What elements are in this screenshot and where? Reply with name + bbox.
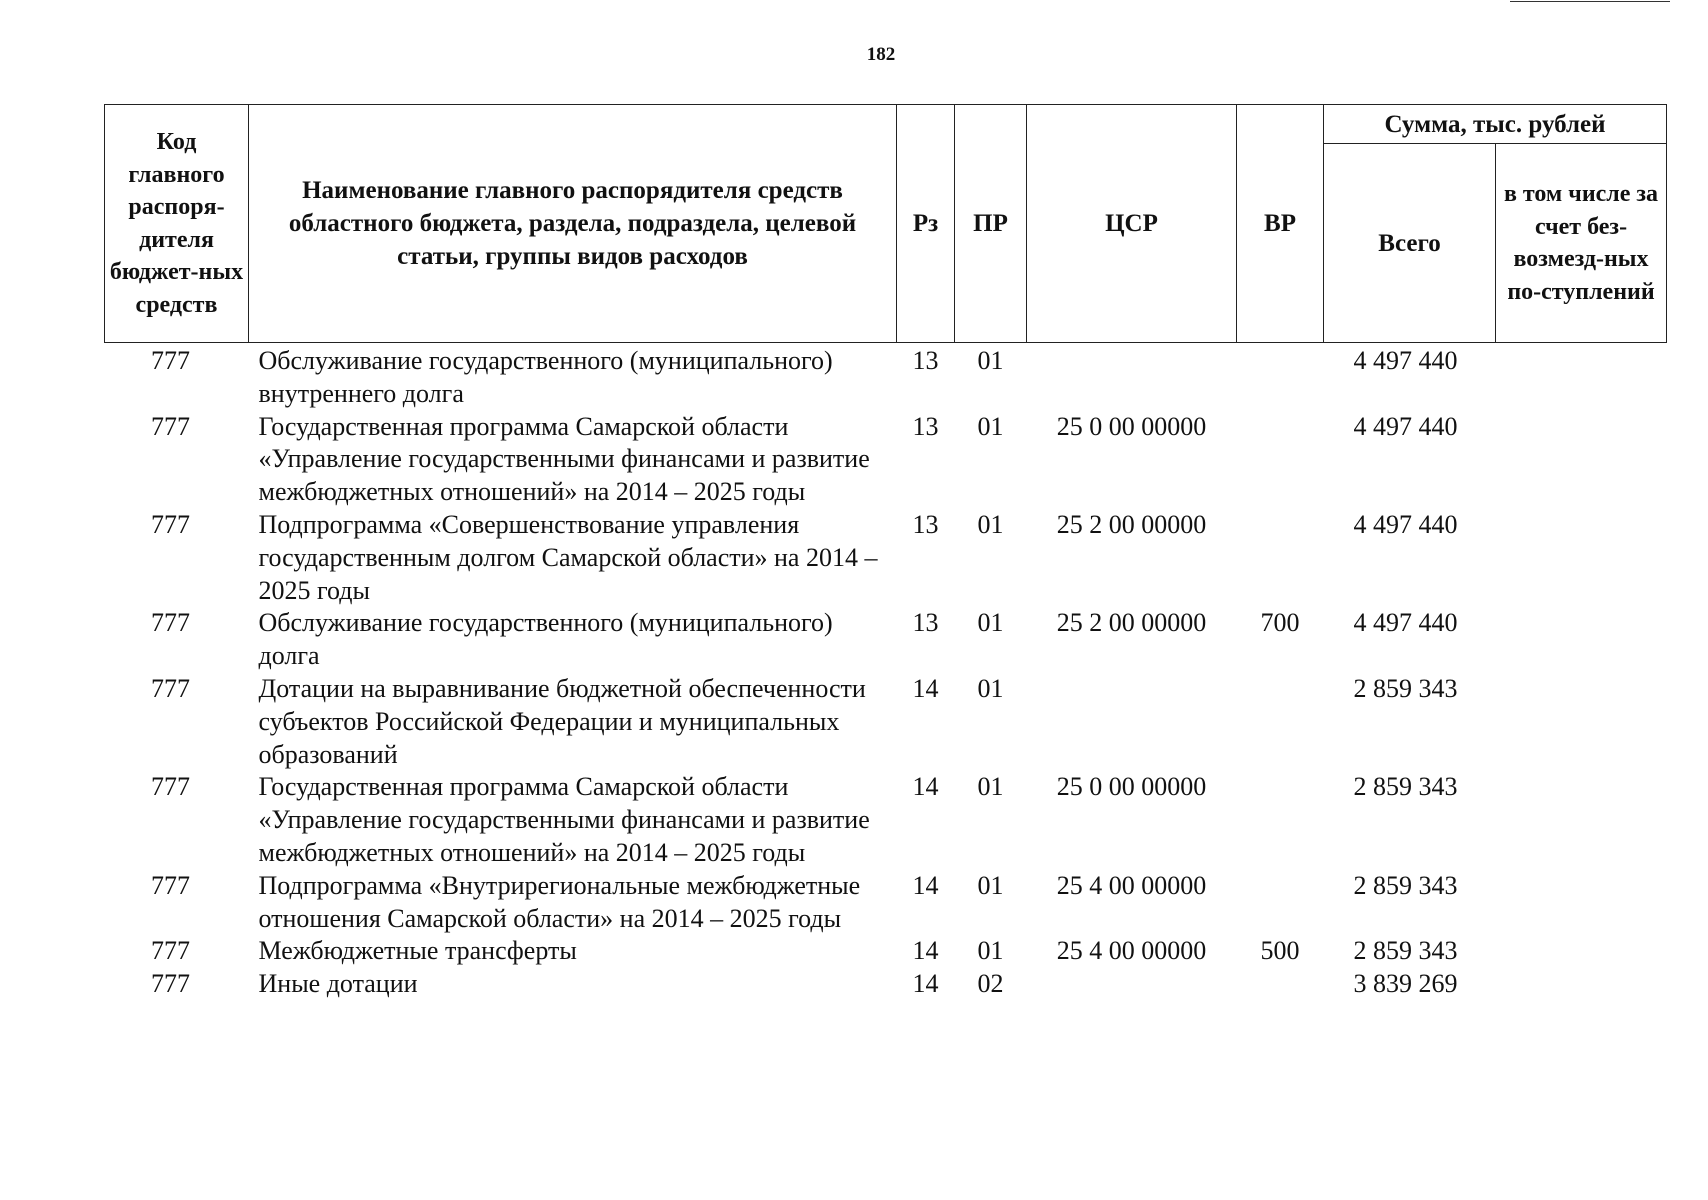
cell-free [1496, 771, 1667, 869]
cell-name: Дотации на выравнивание бюджетной обеспеченности субъектов Российской Федерации и муниципальных образований [258, 673, 866, 769]
cell-pr: 01 [977, 346, 1004, 375]
cell-vr: 500 [1260, 936, 1300, 966]
cell-pr: 02 [977, 969, 1004, 999]
cell-csr: 25 0 00 00000 [1056, 772, 1207, 802]
cell-pr: 01 [977, 936, 1004, 966]
cell-csr: 25 4 00 00000 [1056, 936, 1207, 966]
cell-name: Государственная программа Самарской области «Управление государственными финансами и развитие межбюджетных отношений» на 2014 – 2025 годы [258, 772, 870, 867]
cell-code: 777 [151, 772, 190, 802]
table-row [105, 771, 1667, 869]
header-csr: ЦСР [1027, 105, 1237, 343]
header-rz: Рз [897, 105, 955, 343]
cell-csr: 25 2 00 00000 [1056, 509, 1207, 539]
table-row [105, 343, 1667, 411]
cell-total: 2 859 343 [1353, 772, 1458, 802]
cell-free [1496, 607, 1667, 673]
table-row [105, 870, 1667, 936]
cell-rz: 13 [912, 411, 939, 441]
cell-total: 4 497 440 [1353, 608, 1458, 638]
cell-free [1496, 935, 1667, 968]
cell-rz: 13 [912, 509, 939, 539]
cell-csr: 25 0 00 00000 [1056, 411, 1207, 441]
top-rule [1510, 1, 1670, 2]
header-pr: ПР [955, 105, 1027, 343]
cell-csr [1027, 673, 1237, 771]
cell-vr: 700 [1260, 608, 1300, 638]
cell-name: Государственная программа Самарской области «Управление государственными финансами и развитие межбюджетных отношений» на 2014 – 2025 годы [258, 411, 870, 507]
cell-total: 2 859 343 [1353, 673, 1458, 703]
cell-rz: 14 [912, 870, 939, 900]
cell-name: Межбюджетные трансферты [258, 936, 577, 966]
header-name: Наименование главного распорядителя средств областного бюджета, раздела, подраздела, целевой статьи, группы видов расходов [249, 105, 897, 343]
cell-free [1496, 968, 1667, 1001]
cell-csr [1027, 968, 1237, 1001]
cell-vr [1237, 870, 1324, 936]
cell-rz: 13 [912, 608, 939, 638]
cell-rz: 14 [912, 673, 939, 703]
table-row [105, 509, 1667, 607]
cell-name: Обслуживание государственного (муниципального) внутреннего долга [258, 346, 833, 408]
header-sum: Сумма, тыс. рублей [1324, 105, 1667, 144]
cell-free [1496, 673, 1667, 771]
cell-free [1496, 870, 1667, 936]
table-row [105, 607, 1667, 673]
cell-pr: 01 [977, 673, 1004, 703]
cell-total: 4 497 440 [1353, 346, 1458, 375]
cell-total: 2 859 343 [1353, 936, 1458, 966]
page-number: 182 [866, 44, 896, 65]
table-header [105, 105, 1667, 343]
cell-code: 777 [151, 411, 190, 441]
cell-code: 777 [151, 346, 190, 375]
cell-code: 777 [151, 936, 190, 966]
cell-name: Иные дотации [258, 969, 418, 999]
cell-free [1496, 411, 1667, 509]
cell-name: Подпрограмма «Внутрирегиональные межбюджетные отношения Самарской области» на 2014 – 2025 годы [258, 870, 861, 933]
cell-rz: 14 [912, 969, 939, 999]
cell-total: 2 859 343 [1353, 870, 1458, 900]
header-total: Всего [1324, 144, 1496, 343]
header-vr: ВР [1237, 105, 1324, 343]
cell-total: 3 839 269 [1353, 969, 1458, 999]
cell-name: Подпрограмма «Совершенствование управления государственным долгом Самарской области» на 2014 – 2025 годы [258, 509, 878, 605]
cell-vr [1237, 968, 1324, 1001]
cell-free [1496, 509, 1667, 607]
header-code: Код главного распоря-дителя бюджет-ных средств [105, 105, 249, 343]
cell-code: 777 [151, 969, 190, 999]
cell-csr [1027, 343, 1237, 411]
cell-rz: 14 [912, 772, 939, 802]
cell-code: 777 [151, 870, 190, 900]
cell-code: 777 [151, 608, 190, 638]
cell-total: 4 497 440 [1353, 411, 1458, 441]
table-row [105, 935, 1667, 968]
table-row [105, 411, 1667, 509]
cell-vr [1237, 509, 1324, 607]
cell-code: 777 [151, 509, 190, 539]
cell-vr [1237, 673, 1324, 771]
budget-table [104, 104, 1667, 1001]
cell-pr: 01 [977, 608, 1004, 638]
cell-csr: 25 4 00 00000 [1056, 870, 1207, 900]
cell-code: 777 [151, 673, 190, 703]
cell-pr: 01 [977, 870, 1004, 900]
table-row [105, 673, 1667, 771]
cell-pr: 01 [977, 411, 1004, 441]
cell-rz: 13 [912, 346, 939, 375]
table-row [105, 968, 1667, 1001]
cell-free [1496, 343, 1667, 411]
cell-pr: 01 [977, 772, 1004, 802]
header-free: в том числе за счет без-возмезд-ных по-ступлений [1496, 144, 1667, 343]
table-body [105, 343, 1667, 1001]
cell-rz: 14 [912, 936, 939, 966]
cell-vr [1237, 411, 1324, 509]
cell-vr [1237, 771, 1324, 869]
cell-csr: 25 2 00 00000 [1056, 608, 1207, 638]
cell-pr: 01 [977, 509, 1004, 539]
cell-name: Обслуживание государственного (муниципального) долга [258, 608, 833, 671]
cell-vr [1237, 343, 1324, 411]
cell-total: 4 497 440 [1353, 509, 1458, 539]
